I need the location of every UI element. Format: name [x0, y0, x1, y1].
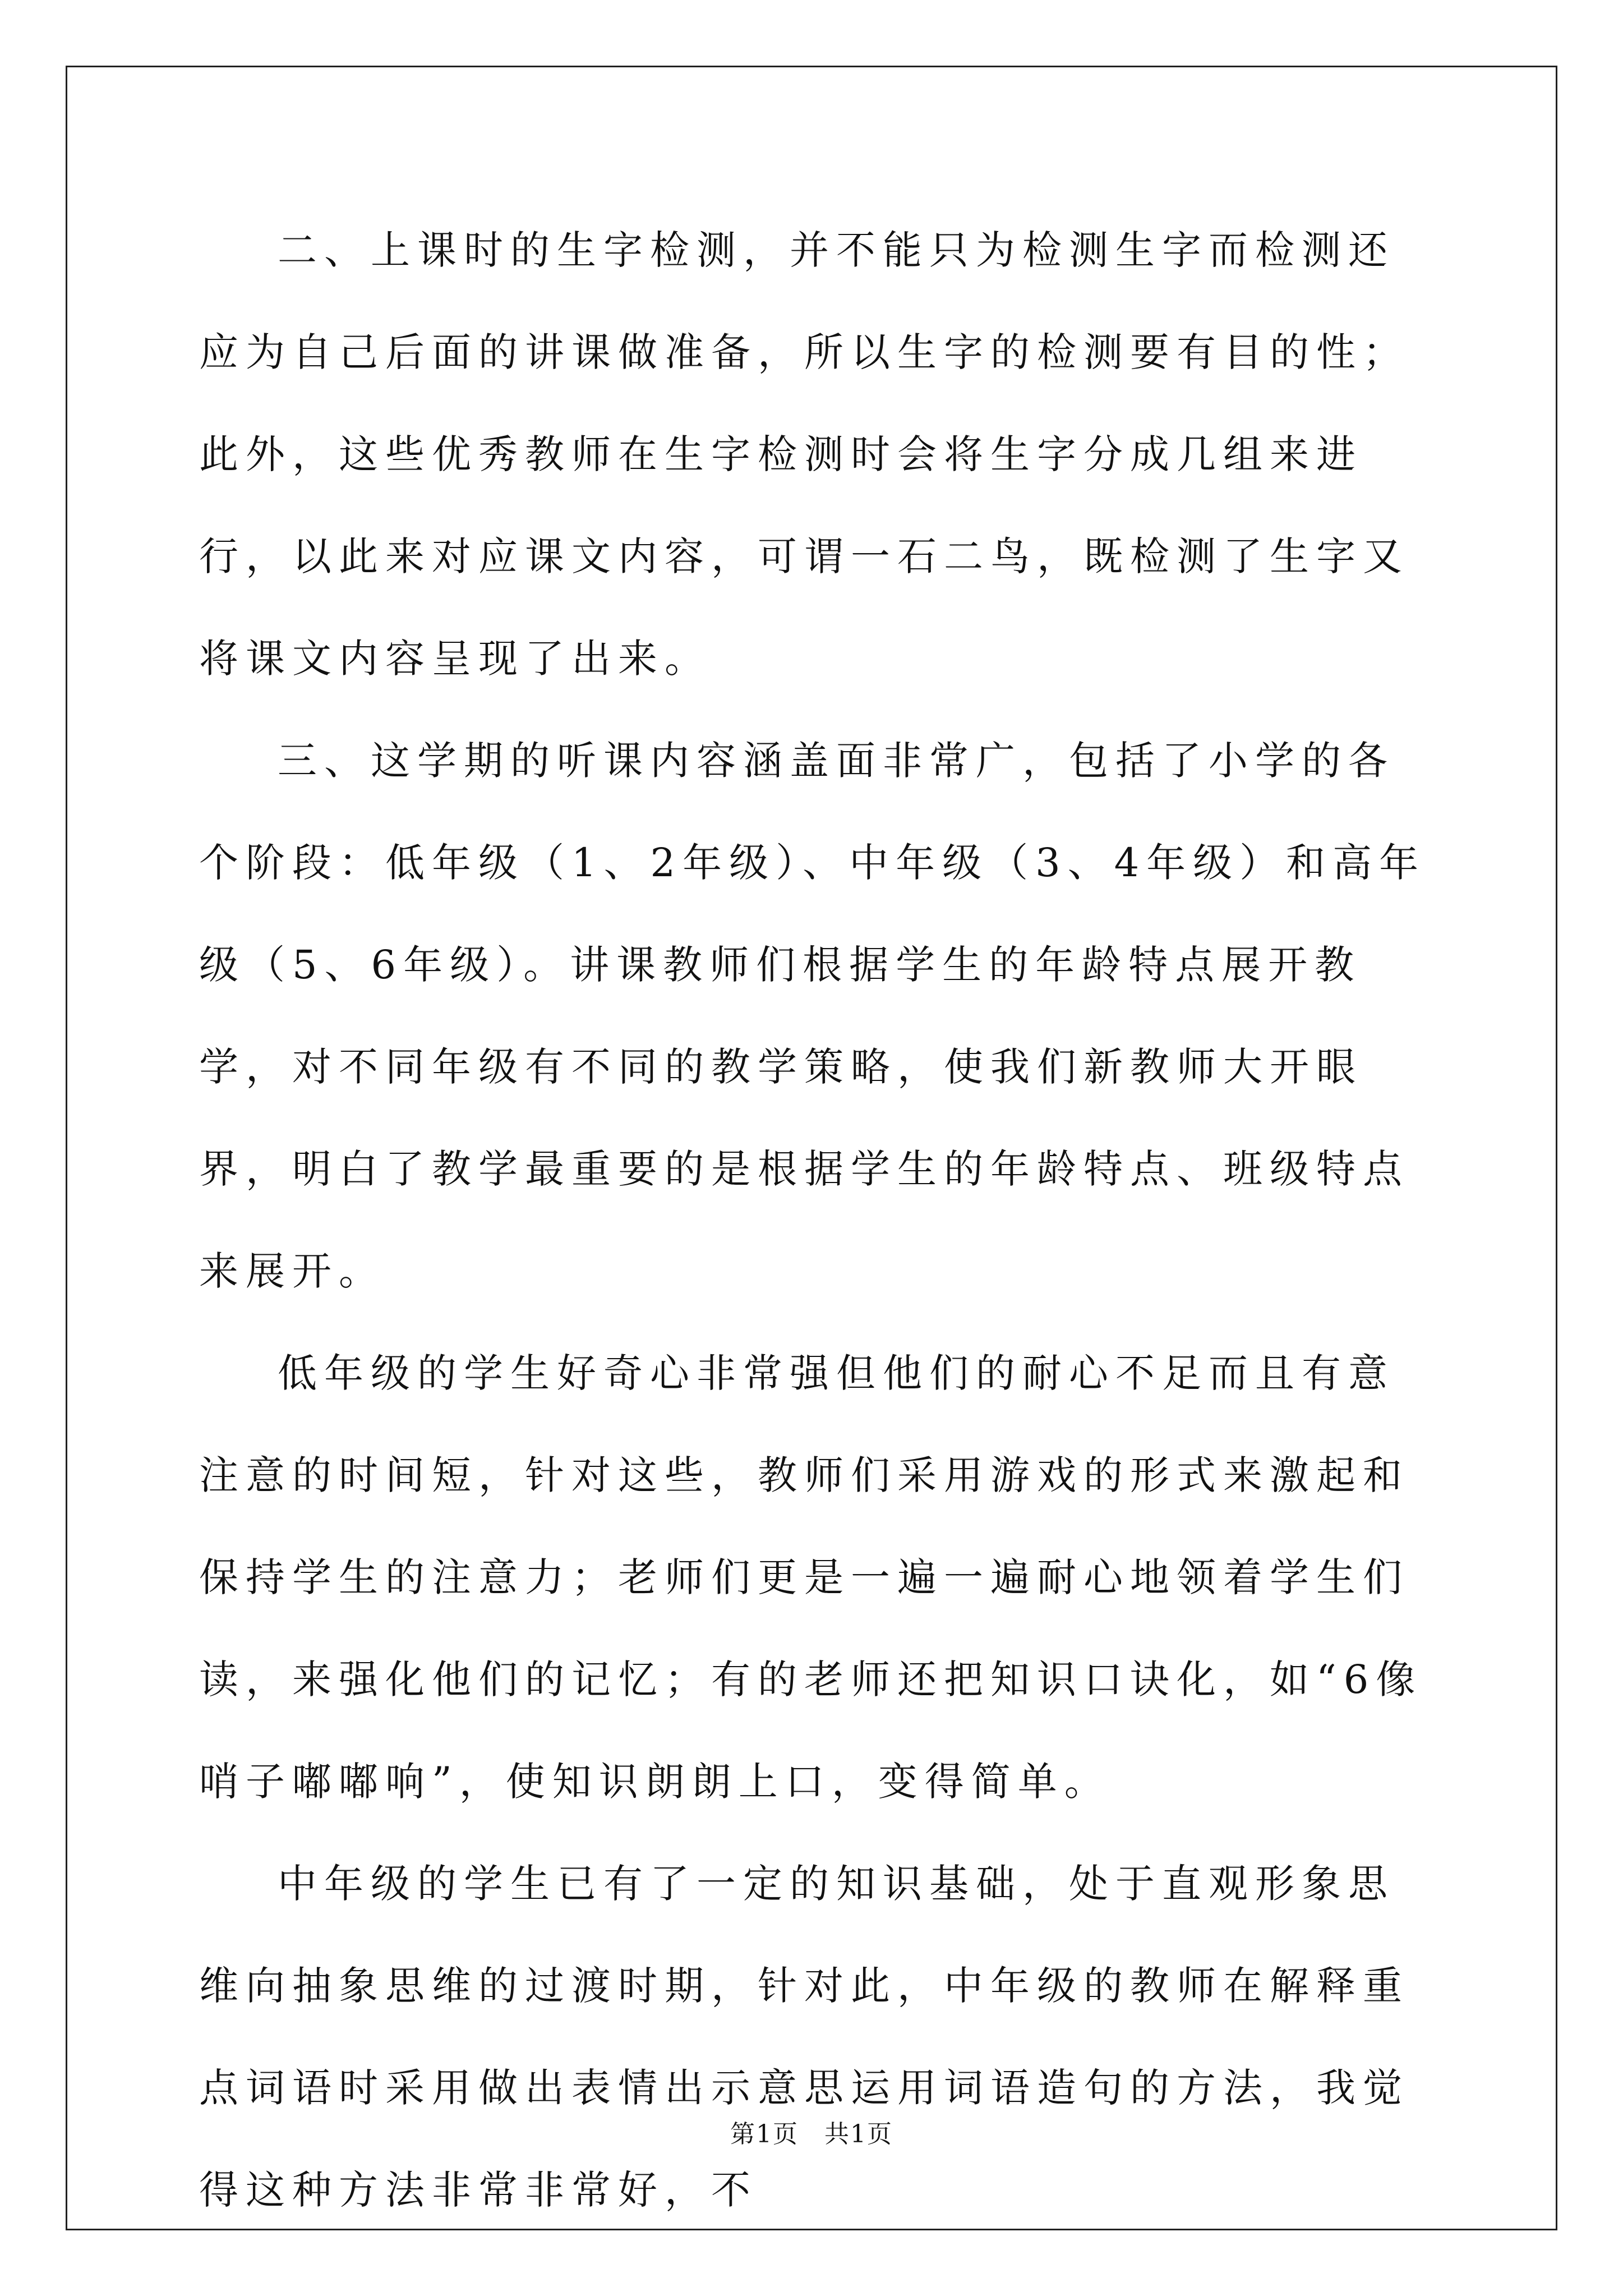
paragraph: 中年级的学生已有了一定的知识基础，处于直观形象思维向抽象思维的过渡时期，针对此，中年级的教师在解释重点词语时采用做出表情出示意思运用词语造句的方法，我觉得这种方法非常非常好，不 [199, 1861, 1409, 2213]
paragraph: 二、上课时的生字检测，并不能只为检测生字而检测还应为自己后面的讲课做准备，所以生字的检测要有目的性；此外，这些优秀教师在生字检测时会将生字分成几组来进行，以此来对应课文内容，可谓一石二鸟，既检测了生字又将课文内容呈现了出来。 [199, 227, 1409, 682]
page-footer: 第1页 共1页 [730, 2120, 893, 2148]
paragraph: 三、这学期的听课内容涵盖面非常广，包括了小学的各个阶段：低年级（1、2年级）、中年级（3、4年级）和高年级（5、6年级）。讲课教师们根据学生的年龄特点展开教学，对不同年级有不同的教学策略，使我们新教师大开眼界，明白了教学最重要的是根据学生的年龄特点、班级特点来展开。 [199, 738, 1426, 1294]
document-body [199, 199, 1438, 2241]
paragraph: 低年级的学生好奇心非常强但他们的耐心不足而且有意注意的时间短，针对这些，教师们采用游戏的形式来激起和保持学生的注意力；老师们更是一遍一遍耐心地领着学生们读，来强化他们的记忆；有的老师还把知识口诀化，如“6像哨子嘟嘟响”，使知识朗朗上口，变得简单。 [199, 1350, 1423, 1805]
